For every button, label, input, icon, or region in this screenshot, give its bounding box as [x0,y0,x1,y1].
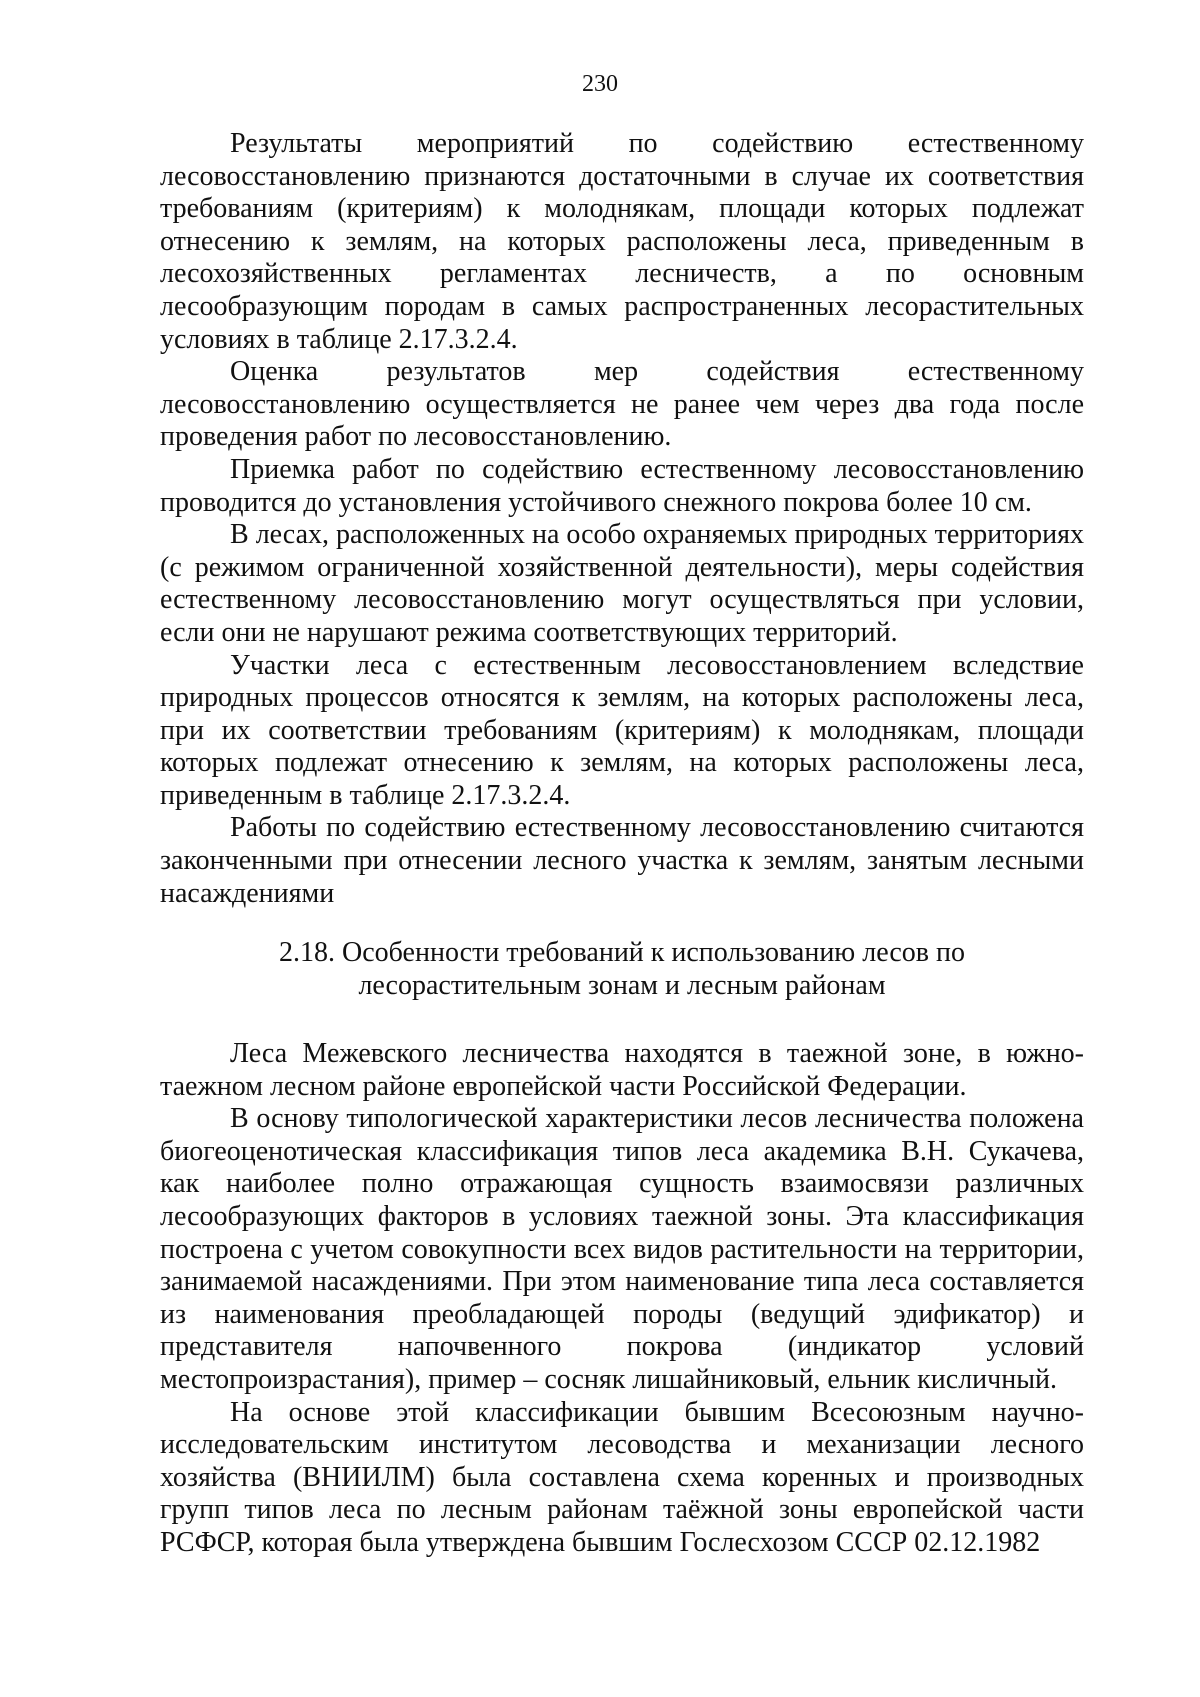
paragraph: В лесах, расположенных на особо охраняемых природных территориях (с режимом ограниченной хозяйственной деятельности), меры содействия естественному лесовосстановлению могут осуществляться при условии, если они не нарушают режима соответствующих территорий. [160,519,1084,648]
section-heading-line-2: лесорастительным зонам и лесным районам [358,970,886,1001]
paragraph: Участки леса с естественным лесовосстановлением вследствие природных процессов относятся к землям, на которых расположены леса, при их соответствии требованиям (критериям) к молоднякам, площади которых подлежат отнесению к землям, на которых расположены леса, приведенным в таблице 2.17.3.2.4. [160,649,1084,811]
section-heading [160,936,1084,1002]
paragraph: Результаты мероприятий по содействию естественному лесовосстановлению признаются достаточными в случае их соответствия требованиям (критериям) к молоднякам, площади которых подлежат отнесению к землям, на которых расположены леса, приведенным в лесохозяйственных регламентах лесничеств, а по основным лесообразующим породам в самых распространенных лесорастительных условиях в таблице 2.17.3.2.4. [160,128,1084,355]
paragraph: Работы по содействию естественному лесовосстановлению считаются законченными при отнесении лесного участка к землям, занятым лесными насаждениями [160,812,1084,909]
section-1-body [160,128,1084,910]
section-2-body [160,1038,1084,1560]
section-heading-line-1: 2.18. Особенности требований к использованию лесов по [279,937,965,968]
paragraph: На основе этой классификации бывшим Всесоюзным научно-исследовательским институтом лесоводства и механизации лесного хозяйства (ВНИИЛМ) была составлена схема коренных и производных групп типов леса по лесным районам таёжной зоны европейской части РСФСР, которая была утверждена бывшим Гослесхозом СССР 02.12.1982 [160,1396,1084,1558]
paragraph: Леса Межевского лесничества находятся в таежной зоне, в южно-таежном лесном районе европейской части Российской Федерации. [160,1038,1084,1102]
paragraph: В основу типологической характеристики лесов лесничества положена биогеоценотическая классификация типов леса академика В.Н. Сукачева, как наиболее полно отражающая сущность взаимосвязи различных лесообразующих факторов в условиях таежной зоны. Эта классификация построена с учетом совокупности всех видов растительности на территории, занимаемой насаждениями. При этом наименование типа леса составляется из наименования преобладающей породы (ведущий эдификатор) и представителя напочвенного покрова (индикатор условий местопроизрастания), пример – сосняк лишайниковый, ельник кисличный. [160,1103,1084,1395]
paragraph: Приемка работ по содействию естественному лесовосстановлению проводится до установления устойчивого снежного покрова более 10 см. [160,453,1084,518]
paragraph: Оценка результатов мер содействия естественному лесовосстановлению осуществляется не ранее чем через два года после проведения работ по лесовосстановлению. [160,356,1084,453]
page-number: 230 [582,71,618,97]
